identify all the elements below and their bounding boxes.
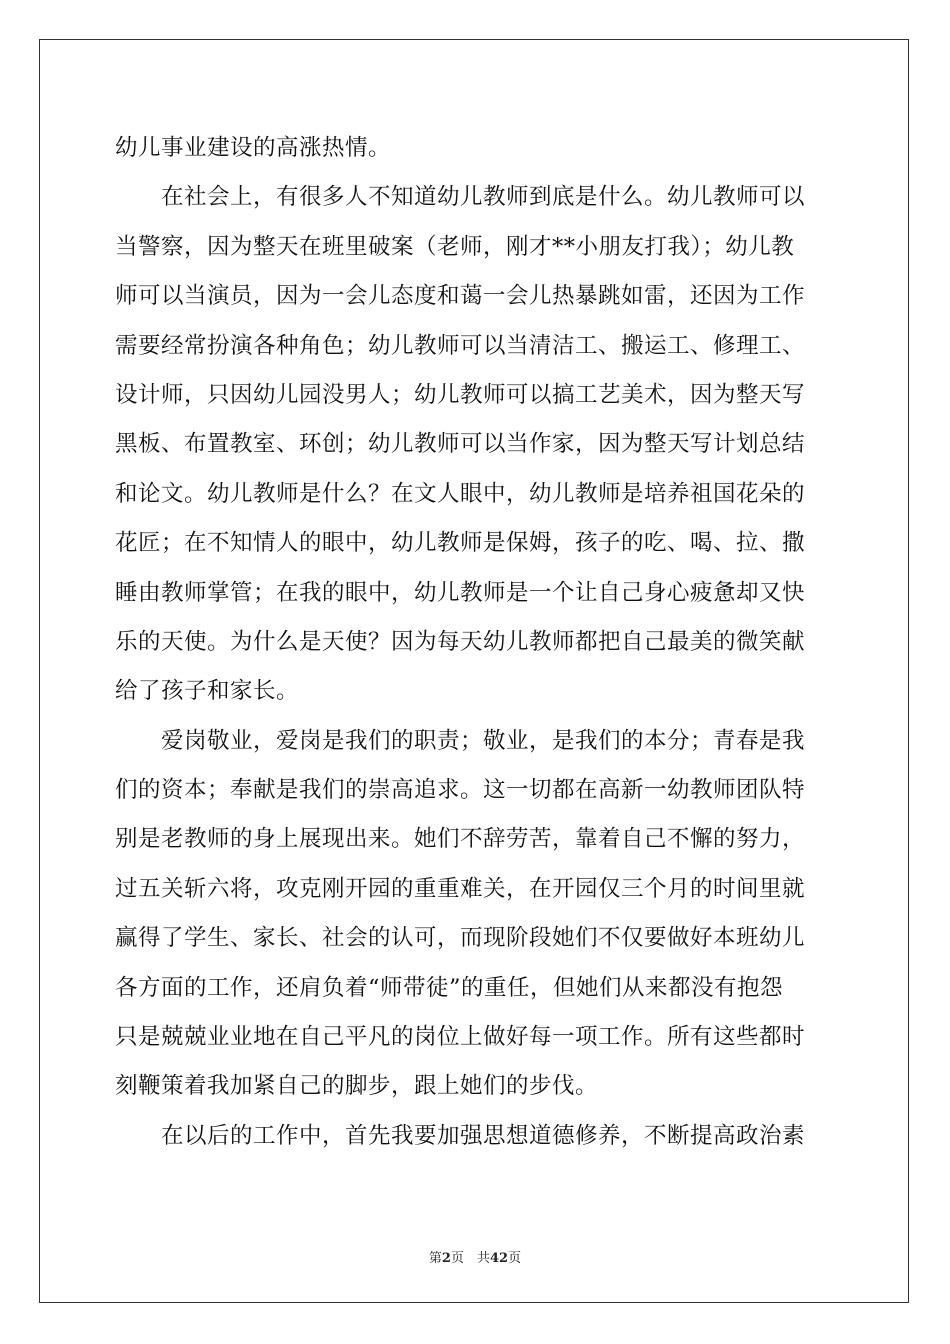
text-line: 幼儿事业建设的高涨热情。 [115, 135, 392, 161]
text-line: 花匠；在不知情人的眼中，幼儿教师是保姆，孩子的吃、喝、拉、撒 [115, 530, 806, 557]
text-line: 们的资本；奉献是我们的崇高追求。这一切都在高新一幼教师团队特 [115, 777, 806, 804]
footer-prefix: 第 [428, 1251, 442, 1266]
text-line: 黑板、布置教室、环创；幼儿教师可以当作家，因为整天写计划总结 [115, 431, 806, 458]
text-line: 过五关斩六将，攻克刚开园的重重难关，在开园仅三个月的时间里就 [115, 875, 806, 902]
text-line: 乐的天使。为什么是天使？因为每天幼儿教师都把自己最美的微笑献 [115, 628, 806, 655]
footer-mid: 页 共 [450, 1251, 490, 1266]
text-line: 在以后的工作中，首先我要加强思想道德修养，不断提高政治素 [115, 1122, 806, 1149]
text-line: 爱岗敬业，爱岗是我们的职责；敬业，是我们的本分；青春是我 [115, 727, 806, 754]
total-page-count: 42 [489, 1251, 509, 1266]
text-line: 只是兢兢业业地在自己平凡的岗位上做好每一项工作。所有这些都时 [115, 1024, 806, 1051]
text-line: 给了孩子和家长。 [115, 678, 300, 705]
text-line: 和论文。幼儿教师是什么？在文人眼中，幼儿教师是培养祖国花朵的 [115, 480, 806, 507]
text-line: 设计师，只因幼儿园没男人；幼儿教师可以搞工艺美术，因为整天写 [115, 381, 806, 408]
text-line: 当警察，因为整天在班里破案（老师，刚才**小朋友打我）；幼儿教 [115, 233, 795, 260]
text-line: 刻鞭策着我加紧自己的脚步，跟上她们的步伐。 [115, 1073, 599, 1100]
text-line: 各方面的工作，还肩负着“师带徒”的重任，但她们从来都没有抱怨 [115, 974, 784, 1001]
text-line: 别是老教师的身上展现出来。她们不辞劳苦，靠着自己不懈的努力， [115, 826, 806, 853]
current-page-number: 2 [441, 1251, 451, 1266]
text-line: 赢得了学生、家长、社会的认可，而现阶段她们不仅要做好本班幼儿 [115, 925, 806, 952]
text-line: 需要经常扮演各种角色；幼儿教师可以当清洁工、搬运工、修理工、 [115, 332, 806, 359]
text-line: 师可以当演员，因为一会儿态度和蔼一会儿热暴跳如雷，还因为工作 [115, 283, 806, 310]
footer-suffix: 页 [508, 1251, 522, 1266]
text-line: 睡由教师掌管；在我的眼中，幼儿教师是一个让自己身心疲惫却又快 [115, 579, 806, 606]
page-footer [0, 1247, 950, 1266]
document-body [115, 124, 835, 1161]
text-line: 在社会上，有很多人不知道幼儿教师到底是什么。幼儿教师可以 [115, 184, 806, 211]
